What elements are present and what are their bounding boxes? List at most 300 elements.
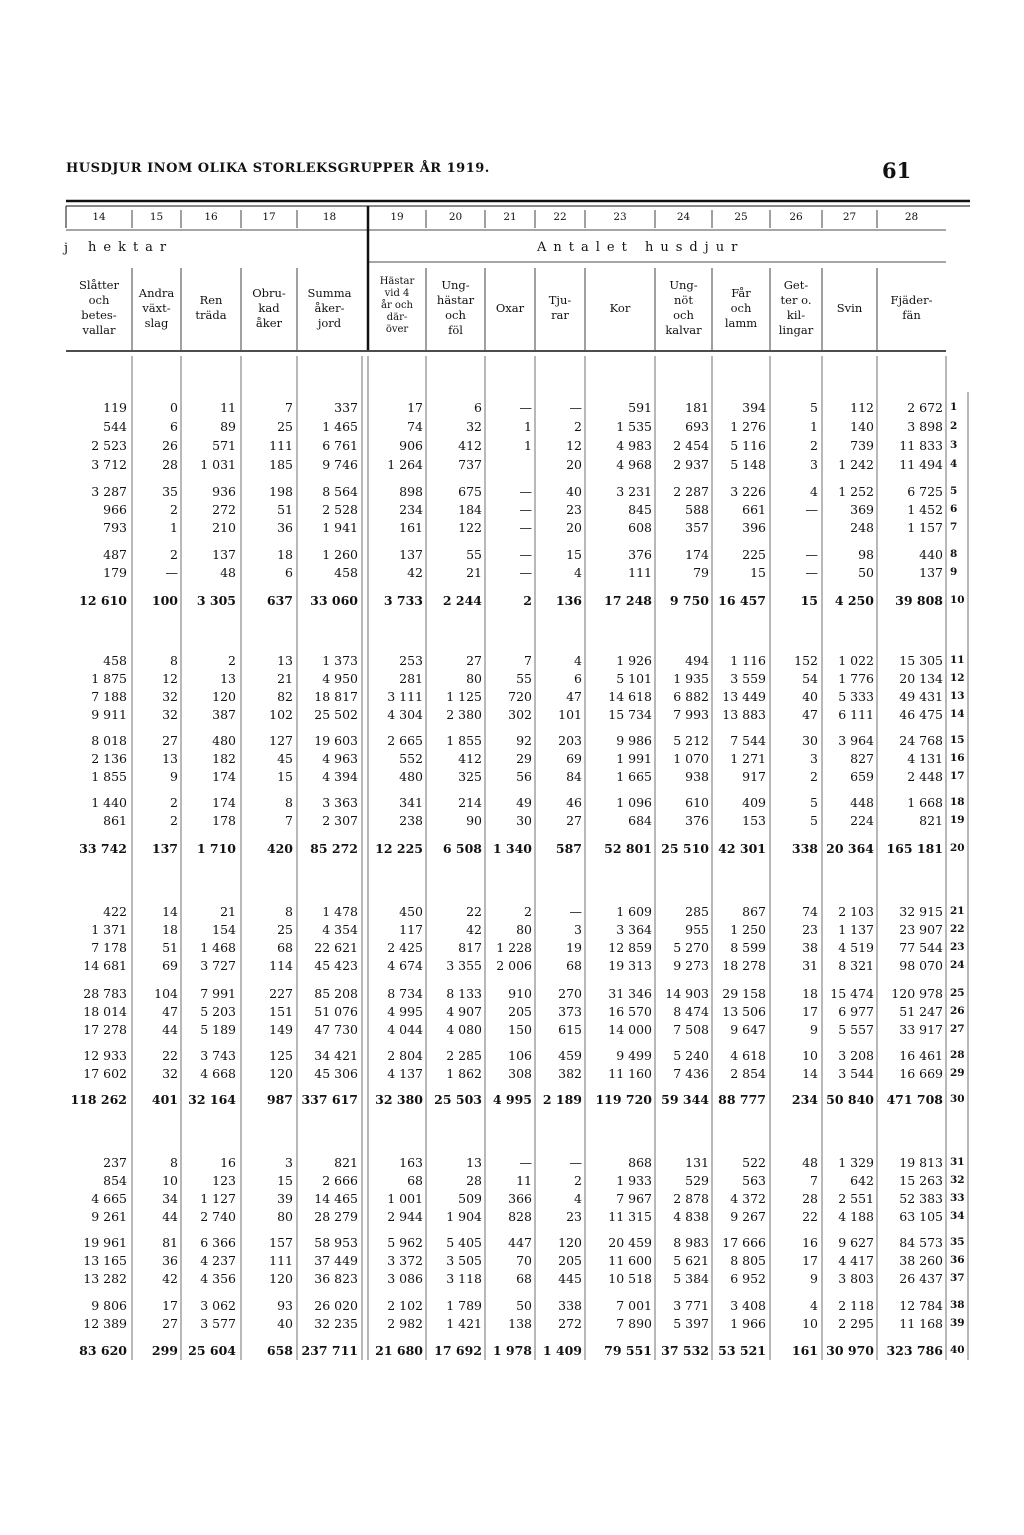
- table-cell: 48: [802, 1155, 818, 1170]
- row-number: 3: [950, 439, 958, 451]
- table-cell: 36: [277, 520, 293, 535]
- table-cell: 7 890: [616, 1316, 652, 1331]
- table-cell: 77 544: [899, 940, 943, 955]
- table-cell: 1 904: [446, 1209, 482, 1224]
- table-cell: 152: [794, 653, 818, 668]
- table-cell: 25 502: [314, 707, 358, 722]
- table-cell: 4 995: [387, 1004, 423, 1019]
- table-cell: 14 465: [314, 1191, 358, 1206]
- table-cell: 684: [628, 813, 652, 828]
- table-cell: 7 967: [616, 1191, 652, 1206]
- table-cell: 13 883: [722, 707, 766, 722]
- table-cell: 2: [170, 813, 178, 828]
- row-number: 9: [950, 566, 958, 578]
- table-cell: 19 603: [314, 733, 358, 748]
- table-cell: 4: [574, 653, 582, 668]
- table-cell: 17 278: [83, 1022, 127, 1037]
- table-cell: 3 364: [616, 922, 652, 937]
- table-cell: 8 983: [673, 1235, 709, 1250]
- table-cell: 1 710: [196, 841, 236, 856]
- table-cell: 16 457: [718, 593, 766, 608]
- table-cell: 458: [103, 653, 127, 668]
- table-cell: 3 208: [838, 1048, 874, 1063]
- table-cell: 25 604: [188, 1343, 236, 1358]
- table-cell: —: [165, 565, 178, 580]
- table-cell: —: [805, 547, 818, 562]
- table-cell: 19 961: [83, 1235, 127, 1250]
- table-cell: 22: [466, 904, 482, 919]
- table-cell: 224: [850, 813, 874, 828]
- table-cell: 20: [566, 520, 582, 535]
- table-cell: 1 373: [322, 653, 358, 668]
- table-cell: 3 305: [196, 593, 236, 608]
- table-cell: 53 521: [718, 1343, 766, 1358]
- table-cell: 16: [220, 1155, 236, 1170]
- table-cell: 80: [277, 1209, 293, 1224]
- table-cell: 214: [458, 795, 482, 810]
- table-cell: 1 789: [446, 1298, 482, 1313]
- table-cell: 32 164: [188, 1092, 236, 1107]
- table-cell: 987: [266, 1092, 293, 1107]
- table-cell: 38: [802, 940, 818, 955]
- table-cell: 150: [508, 1022, 532, 1037]
- table-cell: 3 372: [387, 1253, 423, 1268]
- table-cell: 181: [685, 400, 709, 415]
- table-cell: 608: [628, 520, 652, 535]
- table-cell: 68: [516, 1271, 532, 1286]
- table-cell: 98 070: [899, 958, 943, 973]
- table-cell: 2 307: [322, 813, 358, 828]
- table-cell: 68: [277, 940, 293, 955]
- table-cell: 270: [558, 986, 582, 1001]
- table-cell: 54: [802, 671, 818, 686]
- table-cell: 2 425: [387, 940, 423, 955]
- table-cell: 5 621: [673, 1253, 709, 1268]
- table-cell: 7 508: [673, 1022, 709, 1037]
- table-cell: 3 505: [446, 1253, 482, 1268]
- table-cell: 1: [810, 419, 818, 434]
- table-cell: 44: [162, 1209, 178, 1224]
- row-number: 10: [950, 594, 965, 606]
- row-number: 40: [950, 1344, 965, 1356]
- table-cell: 661: [742, 502, 766, 517]
- table-cell: 120: [269, 1271, 293, 1286]
- column-header: Ung- nöt och kalvar: [665, 278, 702, 337]
- table-cell: 3: [574, 922, 582, 937]
- table-cell: 387: [212, 707, 236, 722]
- table-cell: 6 508: [442, 841, 482, 856]
- table-cell: 32 915: [899, 904, 943, 919]
- table-cell: 106: [508, 1048, 532, 1063]
- column-number: 26: [789, 211, 803, 223]
- table-cell: 2: [810, 438, 818, 453]
- table-cell: 3 559: [730, 671, 766, 686]
- table-cell: 104: [154, 986, 178, 1001]
- column-number: 20: [448, 211, 463, 223]
- row-number: 4: [950, 458, 958, 470]
- table-cell: 111: [628, 565, 652, 580]
- table-cell: 509: [458, 1191, 482, 1206]
- table-cell: 149: [269, 1022, 293, 1037]
- table-cell: 827: [850, 751, 874, 766]
- table-cell: 3 062: [200, 1298, 236, 1313]
- table-cell: 17: [162, 1298, 178, 1313]
- table-cell: 3 803: [838, 1271, 874, 1286]
- table-cell: 15: [277, 769, 293, 784]
- table-cell: 9 806: [91, 1298, 127, 1313]
- table-cell: 5 203: [200, 1004, 236, 1019]
- table-cell: 4 950: [322, 671, 358, 686]
- table-cell: 161: [399, 520, 423, 535]
- table-cell: 522: [742, 1155, 766, 1170]
- table-cell: 1 116: [730, 653, 766, 668]
- table-cell: 81: [162, 1235, 178, 1250]
- table-cell: 32 380: [375, 1092, 423, 1107]
- column-number: 28: [904, 211, 919, 223]
- table-cell: 338: [791, 841, 818, 856]
- table-cell: 40: [802, 689, 818, 704]
- table-cell: 16: [802, 1235, 818, 1250]
- table-cell: 37 532: [661, 1343, 709, 1358]
- table-cell: 544: [103, 419, 127, 434]
- table-cell: 5 212: [673, 733, 709, 748]
- table-cell: 868: [628, 1155, 652, 1170]
- column-number: 17: [262, 211, 276, 223]
- table-cell: 4 131: [907, 751, 943, 766]
- table-cell: 396: [742, 520, 766, 535]
- table-cell: 4 519: [838, 940, 874, 955]
- table-cell: 1 329: [838, 1155, 874, 1170]
- table-cell: 552: [399, 751, 423, 766]
- table-cell: 34: [162, 1191, 178, 1206]
- table-cell: 821: [334, 1155, 358, 1170]
- table-cell: 16 669: [899, 1066, 943, 1081]
- table-cell: 1 875: [91, 671, 127, 686]
- table-cell: 450: [399, 904, 423, 919]
- table-cell: 487: [103, 547, 127, 562]
- table-cell: 90: [466, 813, 482, 828]
- table-cell: 8 321: [838, 958, 874, 973]
- table-cell: 7 544: [730, 733, 766, 748]
- table-cell: 23: [566, 1209, 582, 1224]
- column-header: Svin: [836, 300, 863, 315]
- table-cell: 4 080: [446, 1022, 482, 1037]
- table-cell: 1 776: [838, 671, 874, 686]
- table-cell: 4 674: [387, 958, 423, 973]
- table-cell: 828: [508, 1209, 532, 1224]
- table-cell: 114: [269, 958, 293, 973]
- table-cell: 2 982: [387, 1316, 423, 1331]
- table-cell: 1 668: [907, 795, 943, 810]
- table-cell: 8 734: [387, 986, 423, 1001]
- table-cell: 18: [162, 922, 178, 937]
- table-cell: 4 304: [387, 707, 423, 722]
- table-cell: 3 111: [387, 689, 423, 704]
- table-cell: 10: [802, 1316, 818, 1331]
- table-cell: 10: [802, 1048, 818, 1063]
- row-number: 37: [950, 1272, 965, 1284]
- j-mark: j: [64, 241, 76, 256]
- group-label-hektar: hektar: [88, 240, 174, 255]
- table-cell: 471 708: [886, 1092, 943, 1107]
- row-number: 23: [950, 941, 965, 953]
- table-cell: 4: [574, 1191, 582, 1206]
- table-cell: 29: [516, 751, 532, 766]
- table-cell: 17 602: [83, 1066, 127, 1081]
- table-cell: 56: [516, 769, 532, 784]
- table-cell: 51: [162, 940, 178, 955]
- table-cell: 412: [458, 751, 482, 766]
- table-cell: —: [519, 502, 532, 517]
- table-cell: 98: [858, 547, 874, 562]
- table-cell: 6 977: [838, 1004, 874, 1019]
- column-header: Obru- kad åker: [252, 285, 286, 330]
- table-cell: 18 278: [722, 958, 766, 973]
- table-cell: 23: [802, 922, 818, 937]
- table-cell: —: [519, 400, 532, 415]
- table-cell: 151: [269, 1004, 293, 1019]
- table-cell: 157: [269, 1235, 293, 1250]
- table-cell: 68: [407, 1173, 423, 1188]
- table-cell: 36 823: [314, 1271, 358, 1286]
- table-cell: 4 250: [834, 593, 874, 608]
- table-cell: 5 116: [730, 438, 766, 453]
- table-cell: 50 840: [826, 1092, 874, 1107]
- table-cell: 127: [269, 733, 293, 748]
- table-cell: 27: [162, 733, 178, 748]
- table-cell: 1 264: [387, 457, 423, 472]
- table-cell: 32: [162, 689, 178, 704]
- table-cell: 642: [850, 1173, 874, 1188]
- table-cell: 1 276: [730, 419, 766, 434]
- column-number: 18: [322, 211, 337, 223]
- table-cell: 238: [399, 813, 423, 828]
- table-cell: 7 436: [673, 1066, 709, 1081]
- table-cell: 1 022: [838, 653, 874, 668]
- table-cell: 658: [266, 1343, 293, 1358]
- table-cell: 2 285: [446, 1048, 482, 1063]
- table-cell: 1 409: [542, 1343, 582, 1358]
- table-cell: 48: [220, 565, 236, 580]
- table-cell: 1 127: [200, 1191, 236, 1206]
- table-cell: 9 273: [673, 958, 709, 973]
- table-cell: 11 494: [899, 457, 943, 472]
- table-cell: 587: [555, 841, 582, 856]
- table-cell: 17: [802, 1253, 818, 1268]
- table-cell: 49: [516, 795, 532, 810]
- table-cell: 9 267: [730, 1209, 766, 1224]
- table-cell: 19 813: [899, 1155, 943, 1170]
- table-cell: 237: [103, 1155, 127, 1170]
- table-cell: 14 903: [665, 986, 709, 1001]
- table-cell: 1 468: [200, 940, 236, 955]
- table-cell: 30: [516, 813, 532, 828]
- table-cell: 2 854: [730, 1066, 766, 1081]
- table-cell: —: [519, 1155, 532, 1170]
- table-cell: 3 544: [838, 1066, 874, 1081]
- table-cell: 1 978: [492, 1343, 532, 1358]
- table-cell: 1 125: [446, 689, 482, 704]
- table-cell: 17 248: [604, 593, 652, 608]
- page-title: HUSDJUR INOM OLIKA STORLEKSGRUPPER ÅR 1919.: [66, 161, 490, 176]
- table-cell: 1 966: [730, 1316, 766, 1331]
- table-cell: 3 086: [387, 1271, 423, 1286]
- table-cell: 16 570: [608, 1004, 652, 1019]
- table-cell: 936: [212, 484, 236, 499]
- table-cell: 70: [516, 1253, 532, 1268]
- table-cell: 7: [524, 653, 532, 668]
- table-cell: 161: [791, 1343, 818, 1358]
- column-number: 14: [92, 211, 106, 223]
- table-cell: 394: [742, 400, 766, 415]
- table-cell: 21 680: [375, 1343, 423, 1358]
- table-cell: 22: [802, 1209, 818, 1224]
- table-cell: 15: [800, 593, 818, 608]
- table-cell: 165 181: [886, 841, 943, 856]
- row-number: 6: [950, 503, 958, 515]
- table-cell: 966: [103, 502, 127, 517]
- table-cell: 5 557: [838, 1022, 874, 1037]
- table-cell: 1 157: [907, 520, 943, 535]
- table-cell: 42: [466, 922, 482, 937]
- table-cell: 26 437: [899, 1271, 943, 1286]
- table-cell: 31: [802, 958, 818, 973]
- table-cell: 39: [277, 1191, 293, 1206]
- table-cell: 29 158: [722, 986, 766, 1001]
- row-number: 21: [950, 905, 965, 917]
- table-cell: 14: [162, 904, 178, 919]
- table-cell: 46: [566, 795, 582, 810]
- table-cell: 28: [162, 457, 178, 472]
- table-cell: 6 761: [322, 438, 358, 453]
- table-cell: 80: [466, 671, 482, 686]
- table-cell: 18: [802, 986, 818, 1001]
- table-cell: 125: [269, 1048, 293, 1063]
- table-cell: 2 103: [838, 904, 874, 919]
- row-number: 30: [950, 1093, 965, 1105]
- column-header: Tju- rar: [548, 293, 572, 322]
- table-cell: 15 474: [830, 986, 874, 1001]
- table-cell: 205: [508, 1004, 532, 1019]
- table-cell: 55: [516, 671, 532, 686]
- table-cell: 9: [170, 769, 178, 784]
- table-cell: 32: [162, 707, 178, 722]
- table-cell: 13 282: [83, 1271, 127, 1286]
- table-cell: 4: [810, 484, 818, 499]
- table-cell: 906: [399, 438, 423, 453]
- table-cell: 7: [285, 813, 293, 828]
- table-cell: 447: [508, 1235, 532, 1250]
- table-cell: 120: [269, 1066, 293, 1081]
- table-cell: 412: [458, 438, 482, 453]
- table-cell: 1 478: [322, 904, 358, 919]
- table-cell: 4 417: [838, 1253, 874, 1268]
- table-cell: 11: [516, 1173, 532, 1188]
- table-cell: 9 261: [91, 1209, 127, 1224]
- table-cell: 69: [162, 958, 178, 973]
- table-cell: 5 384: [673, 1271, 709, 1286]
- table-cell: 4 618: [730, 1048, 766, 1063]
- table-cell: 459: [558, 1048, 582, 1063]
- table-cell: 854: [103, 1173, 127, 1188]
- table-cell: 3 898: [907, 419, 943, 434]
- table-cell: 11 160: [608, 1066, 652, 1081]
- table-cell: 137: [212, 547, 236, 562]
- table-cell: 4 354: [322, 922, 358, 937]
- table-cell: 45: [277, 751, 293, 766]
- table-cell: 2 672: [907, 400, 943, 415]
- table-cell: 1 665: [616, 769, 652, 784]
- table-cell: 13 506: [722, 1004, 766, 1019]
- table-cell: 7 178: [91, 940, 127, 955]
- table-cell: 32 235: [314, 1316, 358, 1331]
- table-cell: 2 287: [673, 484, 709, 499]
- table-cell: 2 804: [387, 1048, 423, 1063]
- table-cell: 10 518: [608, 1271, 652, 1286]
- table-cell: 25: [277, 922, 293, 937]
- table-cell: 2 528: [322, 502, 358, 517]
- table-cell: 420: [266, 841, 293, 856]
- row-number: 26: [950, 1005, 965, 1017]
- table-cell: 615: [558, 1022, 582, 1037]
- table-cell: 8: [170, 1155, 178, 1170]
- table-cell: 2 136: [91, 751, 127, 766]
- table-cell: 32: [162, 1066, 178, 1081]
- table-cell: 25 510: [661, 841, 709, 856]
- table-cell: 2 551: [838, 1191, 874, 1206]
- table-cell: 9 627: [838, 1235, 874, 1250]
- table-cell: 40: [277, 1316, 293, 1331]
- row-number: 32: [950, 1174, 965, 1186]
- table-cell: 52 383: [899, 1191, 943, 1206]
- table-cell: 17: [802, 1004, 818, 1019]
- table-cell: 588: [685, 502, 709, 517]
- table-cell: 1 465: [322, 419, 358, 434]
- table-cell: 3: [810, 751, 818, 766]
- table-cell: 281: [399, 671, 423, 686]
- table-cell: 409: [742, 795, 766, 810]
- table-cell: 4 188: [838, 1209, 874, 1224]
- table-cell: 5 333: [838, 689, 874, 704]
- table-cell: 1 855: [91, 769, 127, 784]
- table-cell: 4 394: [322, 769, 358, 784]
- table-cell: 0: [170, 400, 178, 415]
- table-cell: 4 044: [387, 1022, 423, 1037]
- table-cell: 120: [558, 1235, 582, 1250]
- table-cell: 120: [212, 689, 236, 704]
- table-cell: —: [805, 502, 818, 517]
- table-cell: 422: [103, 904, 127, 919]
- table-cell: 373: [558, 1004, 582, 1019]
- table-cell: 4: [574, 565, 582, 580]
- table-cell: 234: [791, 1092, 818, 1107]
- table-cell: 2 878: [673, 1191, 709, 1206]
- table-cell: 341: [399, 795, 423, 810]
- table-cell: 12 610: [79, 593, 127, 608]
- table-cell: 30 970: [826, 1343, 874, 1358]
- table-cell: 42: [162, 1271, 178, 1286]
- table-cell: 83 620: [79, 1343, 127, 1358]
- table-cell: 21: [220, 904, 236, 919]
- table-cell: 1 228: [496, 940, 532, 955]
- table-cell: 323 786: [886, 1343, 943, 1358]
- table-cell: 1 250: [730, 922, 766, 937]
- table-cell: 138: [508, 1316, 532, 1331]
- table-cell: 49 431: [899, 689, 943, 704]
- table-cell: 2: [170, 795, 178, 810]
- table-cell: 2: [574, 1173, 582, 1188]
- table-cell: 1 440: [91, 795, 127, 810]
